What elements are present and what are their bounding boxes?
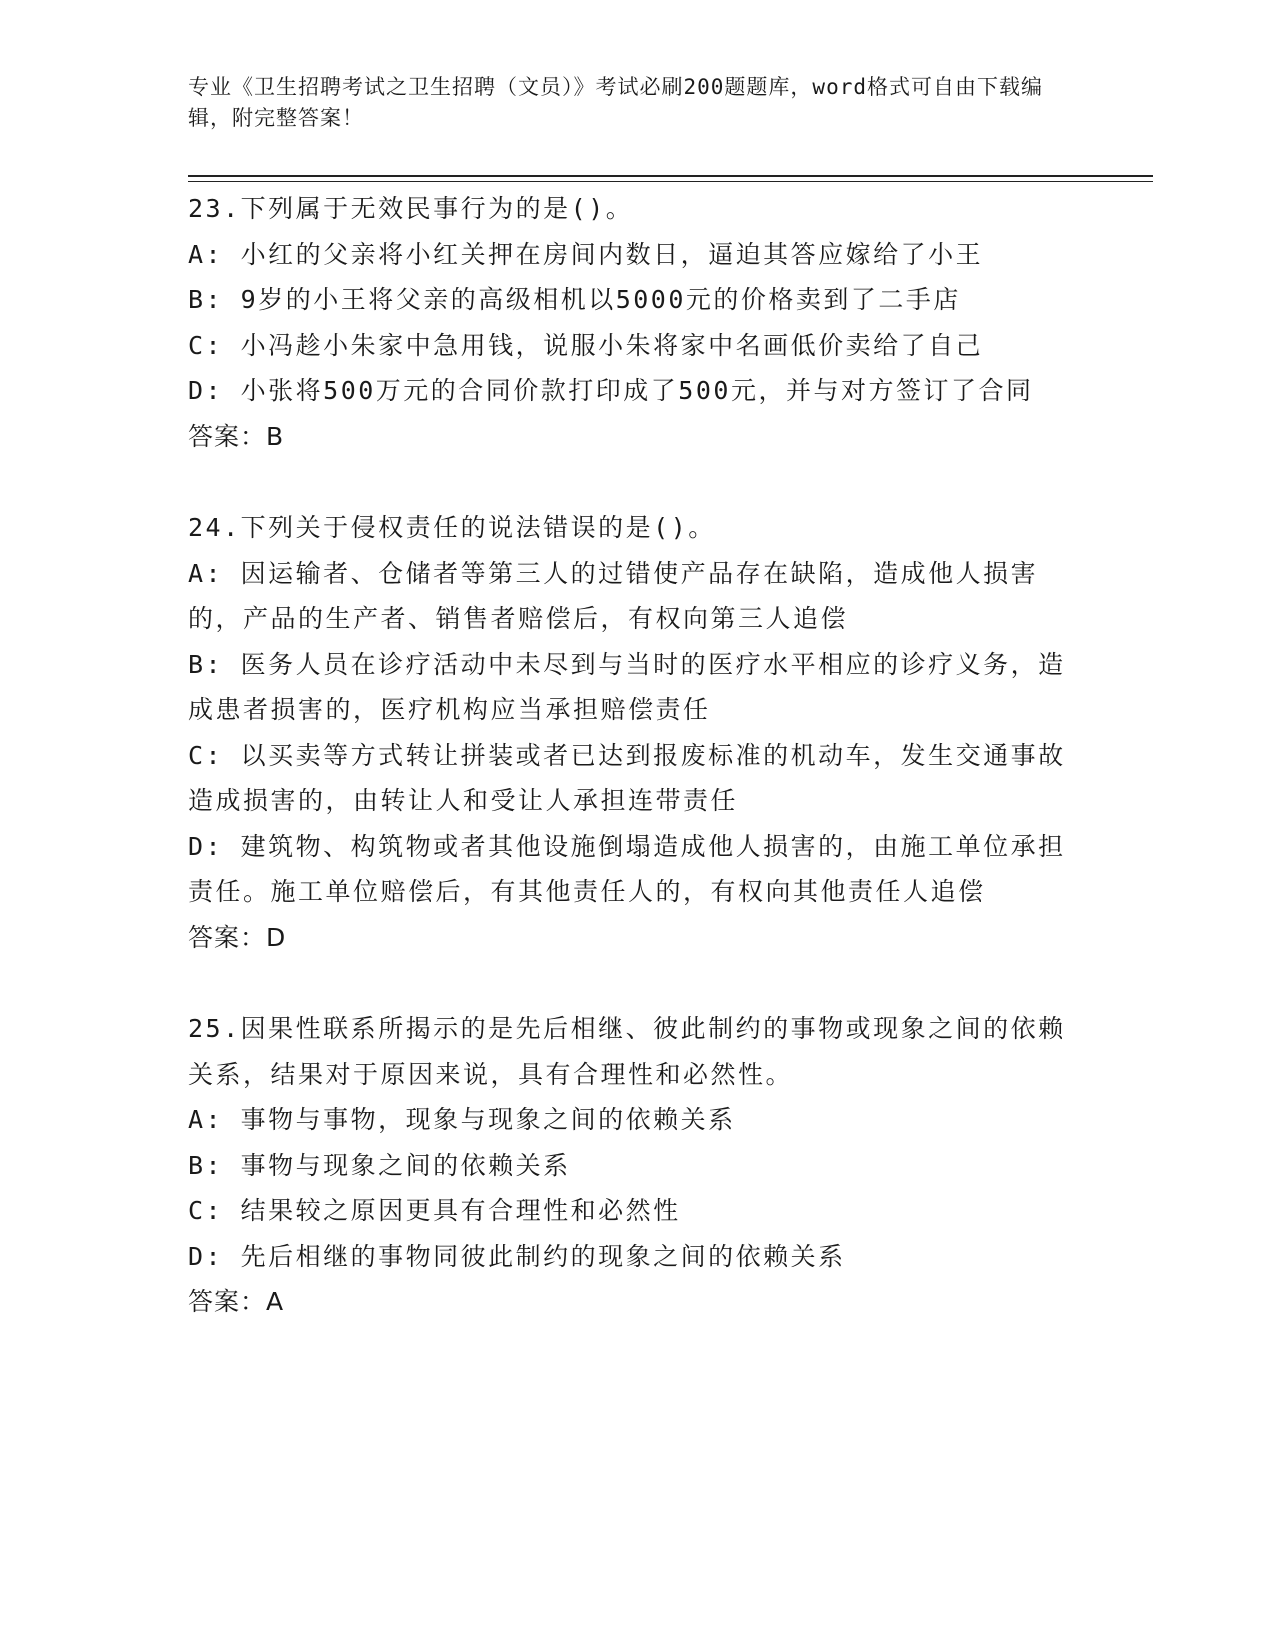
header-divider-thin <box>188 181 1153 182</box>
option-d: D: 小张将500万元的合同价款打印成了500元，并与对方签订了合同 <box>188 376 1034 405</box>
option-a: A: 因运输者、仓储者等第三人的过错使产品存在缺陷，造成他人损害的，产品的生产者、销售者赔偿后，有权向第三人追偿 <box>188 558 1039 633</box>
answer-label: 答案：A <box>188 1287 285 1316</box>
answer-label: 答案：B <box>188 421 285 451</box>
question-stem: 23.下列属于无效民事行为的是()。 <box>188 194 634 223</box>
option-b: B: 医务人员在诊疗活动中未尽到与当时的医疗水平相应的诊疗义务，造成患者损害的，医疗机构应当承担赔偿责任 <box>188 649 1066 724</box>
document-header: 专业《卫生招聘考试之卫生招聘（文员）》考试必刷200题题库，word格式可自由下载编辑，附完整答案！ <box>188 75 1043 130</box>
option-b: B: 9岁的小王将父亲的高级相机以5000元的价格卖到了二手店 <box>188 285 961 314</box>
option-c: C: 结果较之原因更具有合理性和必然性 <box>188 1196 681 1225</box>
option-a: A: 小红的父亲将小红关押在房间内数日，逼迫其答应嫁给了小王 <box>188 239 984 269</box>
option-d: D: 建筑物、构筑物或者其他设施倒塌造成他人损害的，由施工单位承担责任。施工单位赔偿后，有其他责任人的，有权向其他责任人追偿 <box>188 831 1066 906</box>
question-24 <box>188 505 1068 960</box>
question-25 <box>188 1006 1068 1325</box>
question-23 <box>188 186 1068 459</box>
option-d: D: 先后相继的事物同彼此制约的现象之间的依赖关系 <box>188 1241 846 1271</box>
option-a: A: 事物与事物，现象与现象之间的依赖关系 <box>188 1105 736 1134</box>
option-c: C: 以买卖等方式转让拼装或者已达到报废标准的机动车，发生交通事故造成损害的，由转让人和受让人承担连带责任 <box>188 740 1066 815</box>
question-stem: 24.下列关于侵权责任的说法错误的是()。 <box>188 513 716 542</box>
question-list <box>188 186 1068 1371</box>
answer-label: 答案：D <box>188 922 287 952</box>
question-stem: 25.因果性联系所揭示的是先后相继、彼此制约的事物或现象之间的依赖关系，结果对于原因来说，具有合理性和必然性。 <box>188 1014 1066 1089</box>
header-divider-thick <box>188 175 1153 177</box>
option-b: B: 事物与现象之间的依赖关系 <box>188 1150 571 1180</box>
option-c: C: 小冯趁小朱家中急用钱，说服小朱将家中名画低价卖给了自己 <box>188 330 984 360</box>
